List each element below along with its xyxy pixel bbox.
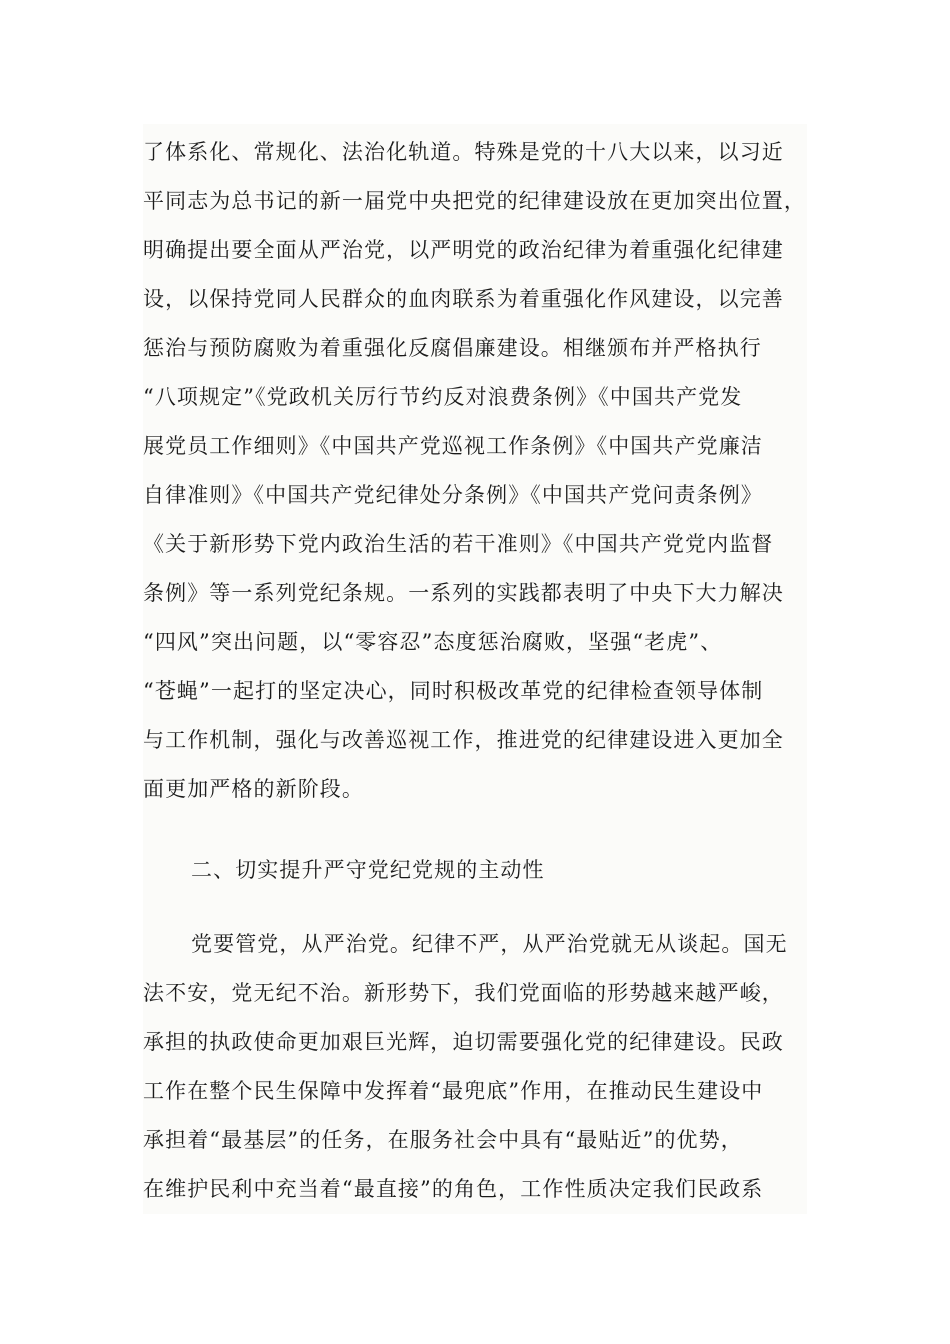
paragraph-2-line-1: 党要管党，从严治党。纪律不严，从严治党就无从谈起。国无 [191,932,788,956]
paragraph-1-line-2: 平同志为总书记的新一届党中央把党的纪律建设放在更加突出位置， [143,189,806,213]
paragraph-1-line-5: 惩治与预防腐败为着重强化反腐倡廉建设。相继颁布并严格执行 [143,336,762,360]
paragraph-1-line-11: “四风”突出问题，以“零容忍”态度惩治腐败，坚强“老虎”、 [143,630,723,654]
paragraph-1-line-8: 自律准则》《中国共产党纪律处分条例》《中国共产党问责条例》 [143,483,763,507]
paragraph-2-line-4: 工作在整个民生保障中发挥着“最兜底”作用，在推动民生建设中 [143,1079,764,1103]
paragraph-2-line-6: 在维护民利中充当着“最直接”的角色，工作性质决定我们民政系 [143,1177,764,1201]
paragraph-2-line-3: 承担的执政使命更加艰巨光辉，迫切需要强化党的纪律建设。民政 [143,1030,784,1054]
paragraph-1-line-7: 展党员工作细则》《中国共产党巡视工作条例》《中国共产党廉洁 [143,434,763,458]
paragraph-1-line-14: 面更加严格的新阶段。 [143,777,364,801]
paragraph-1-line-9: 《关于新形势下党内政治生活的若干准则》《中国共产党党内监督 [143,532,774,556]
paragraph-2-line-5: 承担着“最基层”的任务，在服务社会中具有“最贴近”的优势， [143,1128,743,1152]
paragraph-1-line-3: 明确提出要全面从严治党，以严明党的政治纪律为着重强化纪律建 [143,238,784,262]
paragraph-1-line-13: 与工作机制，强化与改善巡视工作，推进党的纪律建设进入更加全 [143,728,784,752]
paragraph-1-line-6: “八项规定”《党政机关厉行节约反对浪费条例》《中国共产党发 [143,385,743,409]
paragraph-1-line-12: “苍蝇”一起打的坚定决心，同时积极改革党的纪律检查领导体制 [143,679,764,703]
section-heading: 二、切实提升严守党纪党规的主动性 [191,858,545,882]
paragraph-2-line-2: 法不安，党无纪不治。新形势下，我们党面临的形势越来越严峻， [143,981,784,1005]
paragraph-1-line-4: 设，以保持党同人民群众的血肉联系为着重强化作风建设，以完善 [143,287,784,311]
paragraph-1-line-1: 了体系化、常规化、法治化轨道。特殊是党的十八大以来，以习近 [143,140,784,164]
paragraph-1-line-10: 条例》等一系列党纪条规。一系列的实践都表明了中央下大力解决 [143,581,784,605]
document-body [143,124,807,1214]
